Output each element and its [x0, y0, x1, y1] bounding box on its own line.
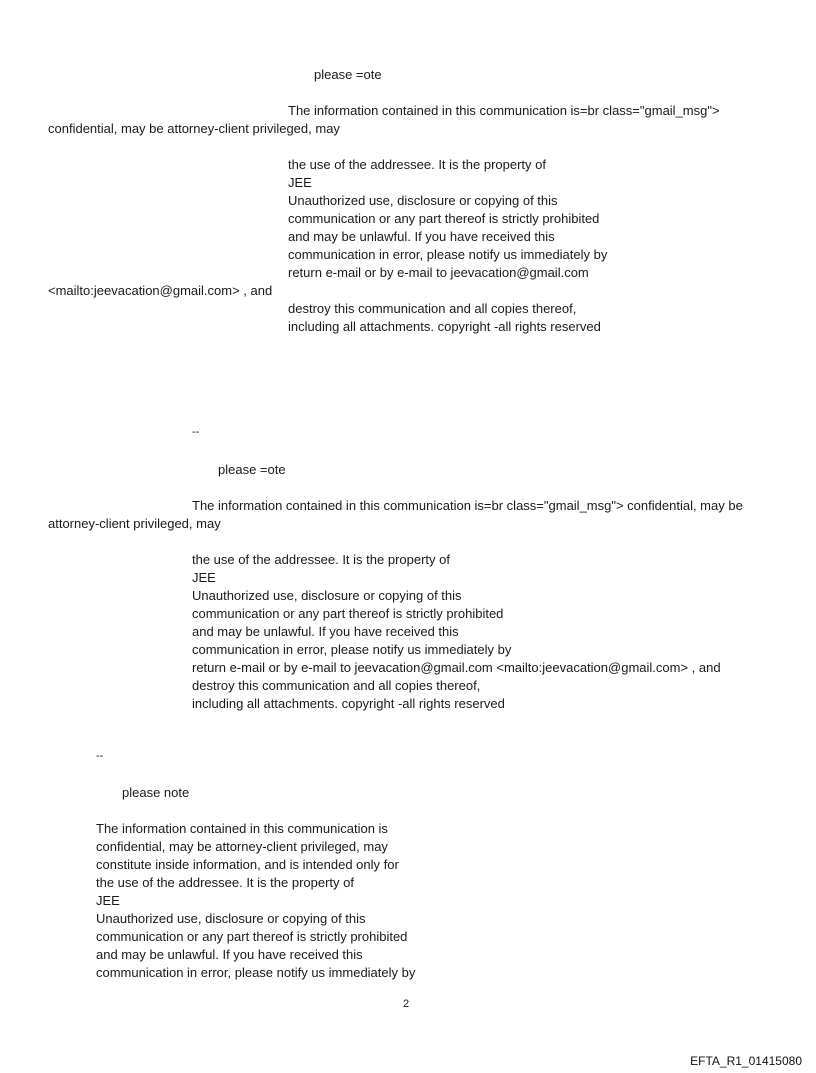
block1-body-line: communication in error, please notify us immediately by	[288, 247, 608, 262]
block2-note: please =ote	[218, 462, 286, 477]
block2-body-line: including all attachments. copyright -all rights reserved	[192, 696, 505, 711]
block2-body-line: Unauthorized use, disclosure or copying of this	[192, 588, 462, 603]
document-id: EFTA_R1_01415080	[690, 1054, 802, 1068]
block3-body-line: the use of the addressee. It is the property of	[96, 875, 354, 890]
block1-intro-line1: The information contained in this communication is=br class="gmail_msg">	[288, 103, 720, 118]
block2-body-line: communication in error, please notify us immediately by	[192, 642, 512, 657]
block2-intro-line1: The information contained in this communication is=br class="gmail_msg"> confidential, may be	[192, 498, 743, 513]
block2-body-line: communication or any part thereof is strictly prohibited	[192, 606, 504, 621]
block1-body-line: communication or any part thereof is strictly prohibited	[288, 211, 600, 226]
block3-body-line: constitute inside information, and is intended only for	[96, 857, 399, 872]
block1-body-line: JEE	[288, 175, 312, 190]
block1-intro-line2: confidential, may be attorney-client privileged, may	[48, 121, 340, 136]
block1-body-line: return e-mail or by e-mail to jeevacation@gmail.com	[288, 265, 589, 280]
block2-body-line: and may be unlawful. If you have received this	[192, 624, 459, 639]
block2-body-line: return e-mail or by e-mail to jeevacation@gmail.com <mailto:jeevacation@gmail.com> , and	[192, 660, 721, 675]
block1-body-line: Unauthorized use, disclosure or copying of this	[288, 193, 558, 208]
block2-intro-line2: attorney-client privileged, may	[48, 516, 221, 531]
block3-body-line: communication or any part thereof is strictly prohibited	[96, 929, 408, 944]
block3-body-line: Unauthorized use, disclosure or copying of this	[96, 911, 366, 926]
block2-body-line: the use of the addressee. It is the property of	[192, 552, 450, 567]
block3-body-line: communication in error, please notify us immediately by	[96, 965, 416, 980]
block1-body-line: the use of the addressee. It is the property of	[288, 157, 546, 172]
block2-body-line: destroy this communication and all copies thereof,	[192, 678, 481, 693]
block1-note: please =ote	[314, 67, 382, 82]
block1-closing-line: including all attachments. copyright -all rights reserved	[288, 319, 601, 334]
block1-body-line: and may be unlawful. If you have received this	[288, 229, 555, 244]
block3-body-line: confidential, may be attorney-client privileged, may	[96, 839, 388, 854]
block3-note: please note	[122, 785, 190, 800]
block3-separator: --	[96, 750, 104, 762]
block3-body-line: JEE	[96, 893, 120, 908]
block3-body-line: The information contained in this communication is	[96, 821, 388, 836]
block1-closing-line: destroy this communication and all copies thereof,	[288, 301, 577, 316]
page-number: 2	[403, 998, 410, 1010]
block1-mailto-line: <mailto:jeevacation@gmail.com> , and	[48, 283, 273, 298]
block3-body-line: and may be unlawful. If you have received this	[96, 947, 363, 962]
block2-body-line: JEE	[192, 570, 216, 585]
block2-separator: --	[192, 426, 200, 438]
